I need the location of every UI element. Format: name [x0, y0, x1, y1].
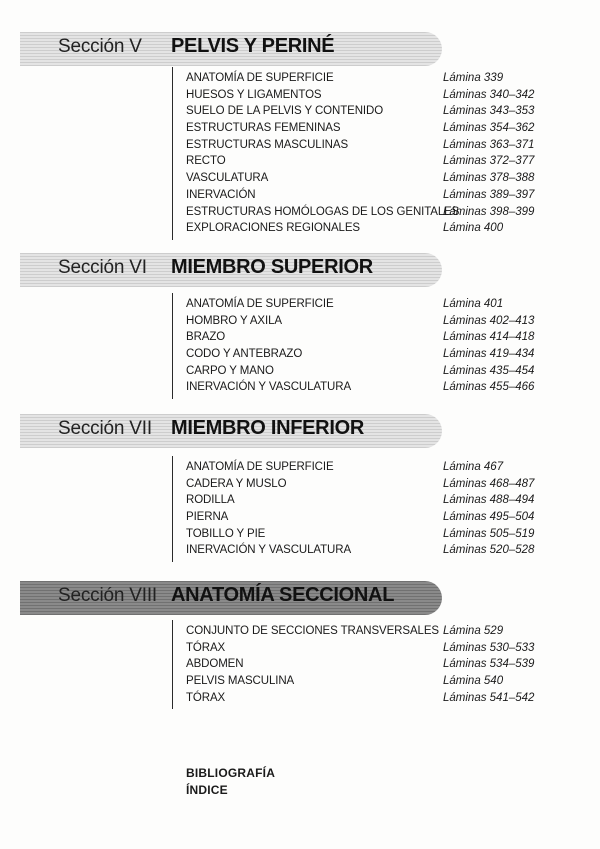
entry-title: RECTO	[186, 155, 226, 168]
section-label: Sección VIII	[58, 585, 157, 606]
entry-title: VASCULATURA	[186, 172, 269, 185]
toc-entry[interactable]	[173, 526, 573, 543]
entry-plates: Lámina 400	[443, 222, 504, 235]
entry-plates: Láminas 402–413	[443, 314, 535, 327]
entry-plates: Láminas 389–397	[443, 188, 535, 201]
section-title: PELVIS Y PERINÉ	[171, 35, 335, 57]
entry-title: CADERA Y MUSLO	[186, 477, 287, 490]
entry-plates: Lámina 529	[443, 625, 504, 637]
entry-title: BRAZO	[186, 331, 226, 344]
toc-entry[interactable]	[173, 296, 573, 313]
entry-title: ANATOMÍA DE SUPERFICIE	[186, 298, 334, 310]
toc-entry[interactable]	[173, 492, 573, 509]
entry-title: ESTRUCTURAS FEMENINAS	[186, 122, 341, 135]
entry-title: CODO Y ANTEBRAZO	[186, 348, 303, 361]
entry-title: ANATOMÍA DE SUPERFICIE	[186, 72, 334, 84]
entry-plates: Lámina 339	[443, 72, 504, 84]
section-entries-6	[172, 293, 573, 399]
entry-title: INERVACIÓN Y VASCULATURA	[186, 381, 352, 394]
section-label: Sección VII	[58, 418, 152, 439]
entry-title: CONJUNTO DE SECCIONES TRANSVERSALES	[186, 625, 439, 637]
section-title: MIEMBRO SUPERIOR	[171, 256, 373, 278]
section-entries-5	[172, 67, 573, 240]
entry-title: ESTRUCTURAS MASCULINAS	[186, 138, 349, 151]
entry-plates: Láminas 398–399	[443, 205, 535, 218]
entry-plates: Láminas 505–519	[443, 527, 535, 540]
toc-entry[interactable]	[173, 187, 573, 204]
entry-title: HOMBRO Y AXILA	[186, 314, 282, 327]
section-entries-8	[172, 620, 573, 709]
toc-entry[interactable]	[173, 656, 573, 673]
section-header-7	[20, 414, 442, 448]
toc-entry[interactable]	[173, 346, 573, 363]
section-header-6	[20, 253, 442, 287]
entry-title: EXPLORACIONES REGIONALES	[186, 222, 360, 235]
bibliography-link[interactable]: BIBLIOGRAFÍA	[186, 766, 276, 780]
entry-title: CARPO Y MANO	[186, 364, 274, 377]
entry-plates: Láminas 534–539	[443, 658, 535, 671]
toc-entry[interactable]	[173, 87, 573, 104]
entry-plates: Láminas 530–533	[443, 641, 535, 654]
entry-title: INERVACIÓN Y VASCULATURA	[186, 544, 352, 557]
entry-title: ESTRUCTURAS HOMÓLOGAS DE LOS GENITALES	[186, 205, 460, 218]
entry-title: TÓRAX	[186, 641, 226, 654]
toc-entry[interactable]	[173, 542, 573, 559]
entry-title: PELVIS MASCULINA	[186, 675, 295, 688]
section-header-8	[20, 581, 442, 615]
toc-entry[interactable]	[173, 459, 573, 476]
entry-plates: Láminas 495–504	[443, 511, 535, 524]
toc-entry[interactable]	[173, 329, 573, 346]
entry-title: TOBILLO Y PIE	[186, 527, 266, 540]
section-title: MIEMBRO INFERIOR	[171, 417, 364, 439]
index-link[interactable]: ÍNDICE	[186, 783, 228, 797]
toc-entry[interactable]	[173, 476, 573, 493]
entry-plates: Lámina 540	[443, 675, 504, 688]
entry-plates: Láminas 354–362	[443, 122, 535, 135]
entry-title: HUESOS Y LIGAMENTOS	[186, 88, 322, 101]
entry-plates: Láminas 419–434	[443, 348, 535, 361]
entry-title: ABDOMEN	[186, 658, 244, 671]
toc-entry[interactable]	[173, 363, 573, 380]
section-title: ANATOMÍA SECCIONAL	[171, 584, 395, 606]
entry-title: ANATOMÍA DE SUPERFICIE	[186, 461, 334, 473]
entry-plates: Láminas 435–454	[443, 364, 535, 377]
entry-plates: Láminas 372–377	[443, 155, 535, 168]
toc-entry[interactable]	[173, 103, 573, 120]
entry-title: PIERNA	[186, 511, 229, 524]
entry-plates: Lámina 467	[443, 461, 504, 473]
entry-title: RODILLA	[186, 494, 235, 507]
toc-entry[interactable]	[173, 204, 573, 221]
toc-entry[interactable]	[173, 690, 573, 707]
toc-entry[interactable]	[173, 137, 573, 154]
toc-entry[interactable]	[173, 120, 573, 137]
toc-entry[interactable]	[173, 640, 573, 657]
toc-entry[interactable]	[173, 220, 573, 237]
toc-entry[interactable]	[173, 70, 573, 87]
toc-entry[interactable]	[173, 379, 573, 396]
entry-plates: Láminas 541–542	[443, 691, 535, 704]
entry-plates: Láminas 468–487	[443, 477, 535, 490]
entry-plates: Láminas 520–528	[443, 544, 535, 557]
entry-plates: Láminas 488–494	[443, 494, 535, 507]
entry-plates: Láminas 340–342	[443, 88, 535, 101]
entry-title: INERVACIÓN	[186, 188, 256, 201]
section-label: Sección V	[58, 36, 142, 57]
toc-entry[interactable]	[173, 153, 573, 170]
entry-plates: Láminas 363–371	[443, 138, 535, 151]
toc-entry[interactable]	[173, 170, 573, 187]
entry-title: TÓRAX	[186, 691, 226, 704]
entry-plates: Láminas 455–466	[443, 381, 535, 394]
toc-entry[interactable]	[173, 673, 573, 690]
entry-plates: Láminas 414–418	[443, 331, 535, 344]
section-entries-7	[172, 456, 573, 562]
section-header-5	[20, 32, 442, 66]
entry-plates: Lámina 401	[443, 298, 504, 310]
entry-plates: Láminas 343–353	[443, 105, 535, 118]
entry-title: SUELO DE LA PELVIS Y CONTENIDO	[186, 105, 384, 118]
toc-entry[interactable]	[173, 509, 573, 526]
section-label: Sección VI	[58, 257, 147, 278]
entry-plates: Láminas 378–388	[443, 172, 535, 185]
toc-entry[interactable]	[173, 313, 573, 330]
toc-entry[interactable]	[173, 623, 573, 640]
